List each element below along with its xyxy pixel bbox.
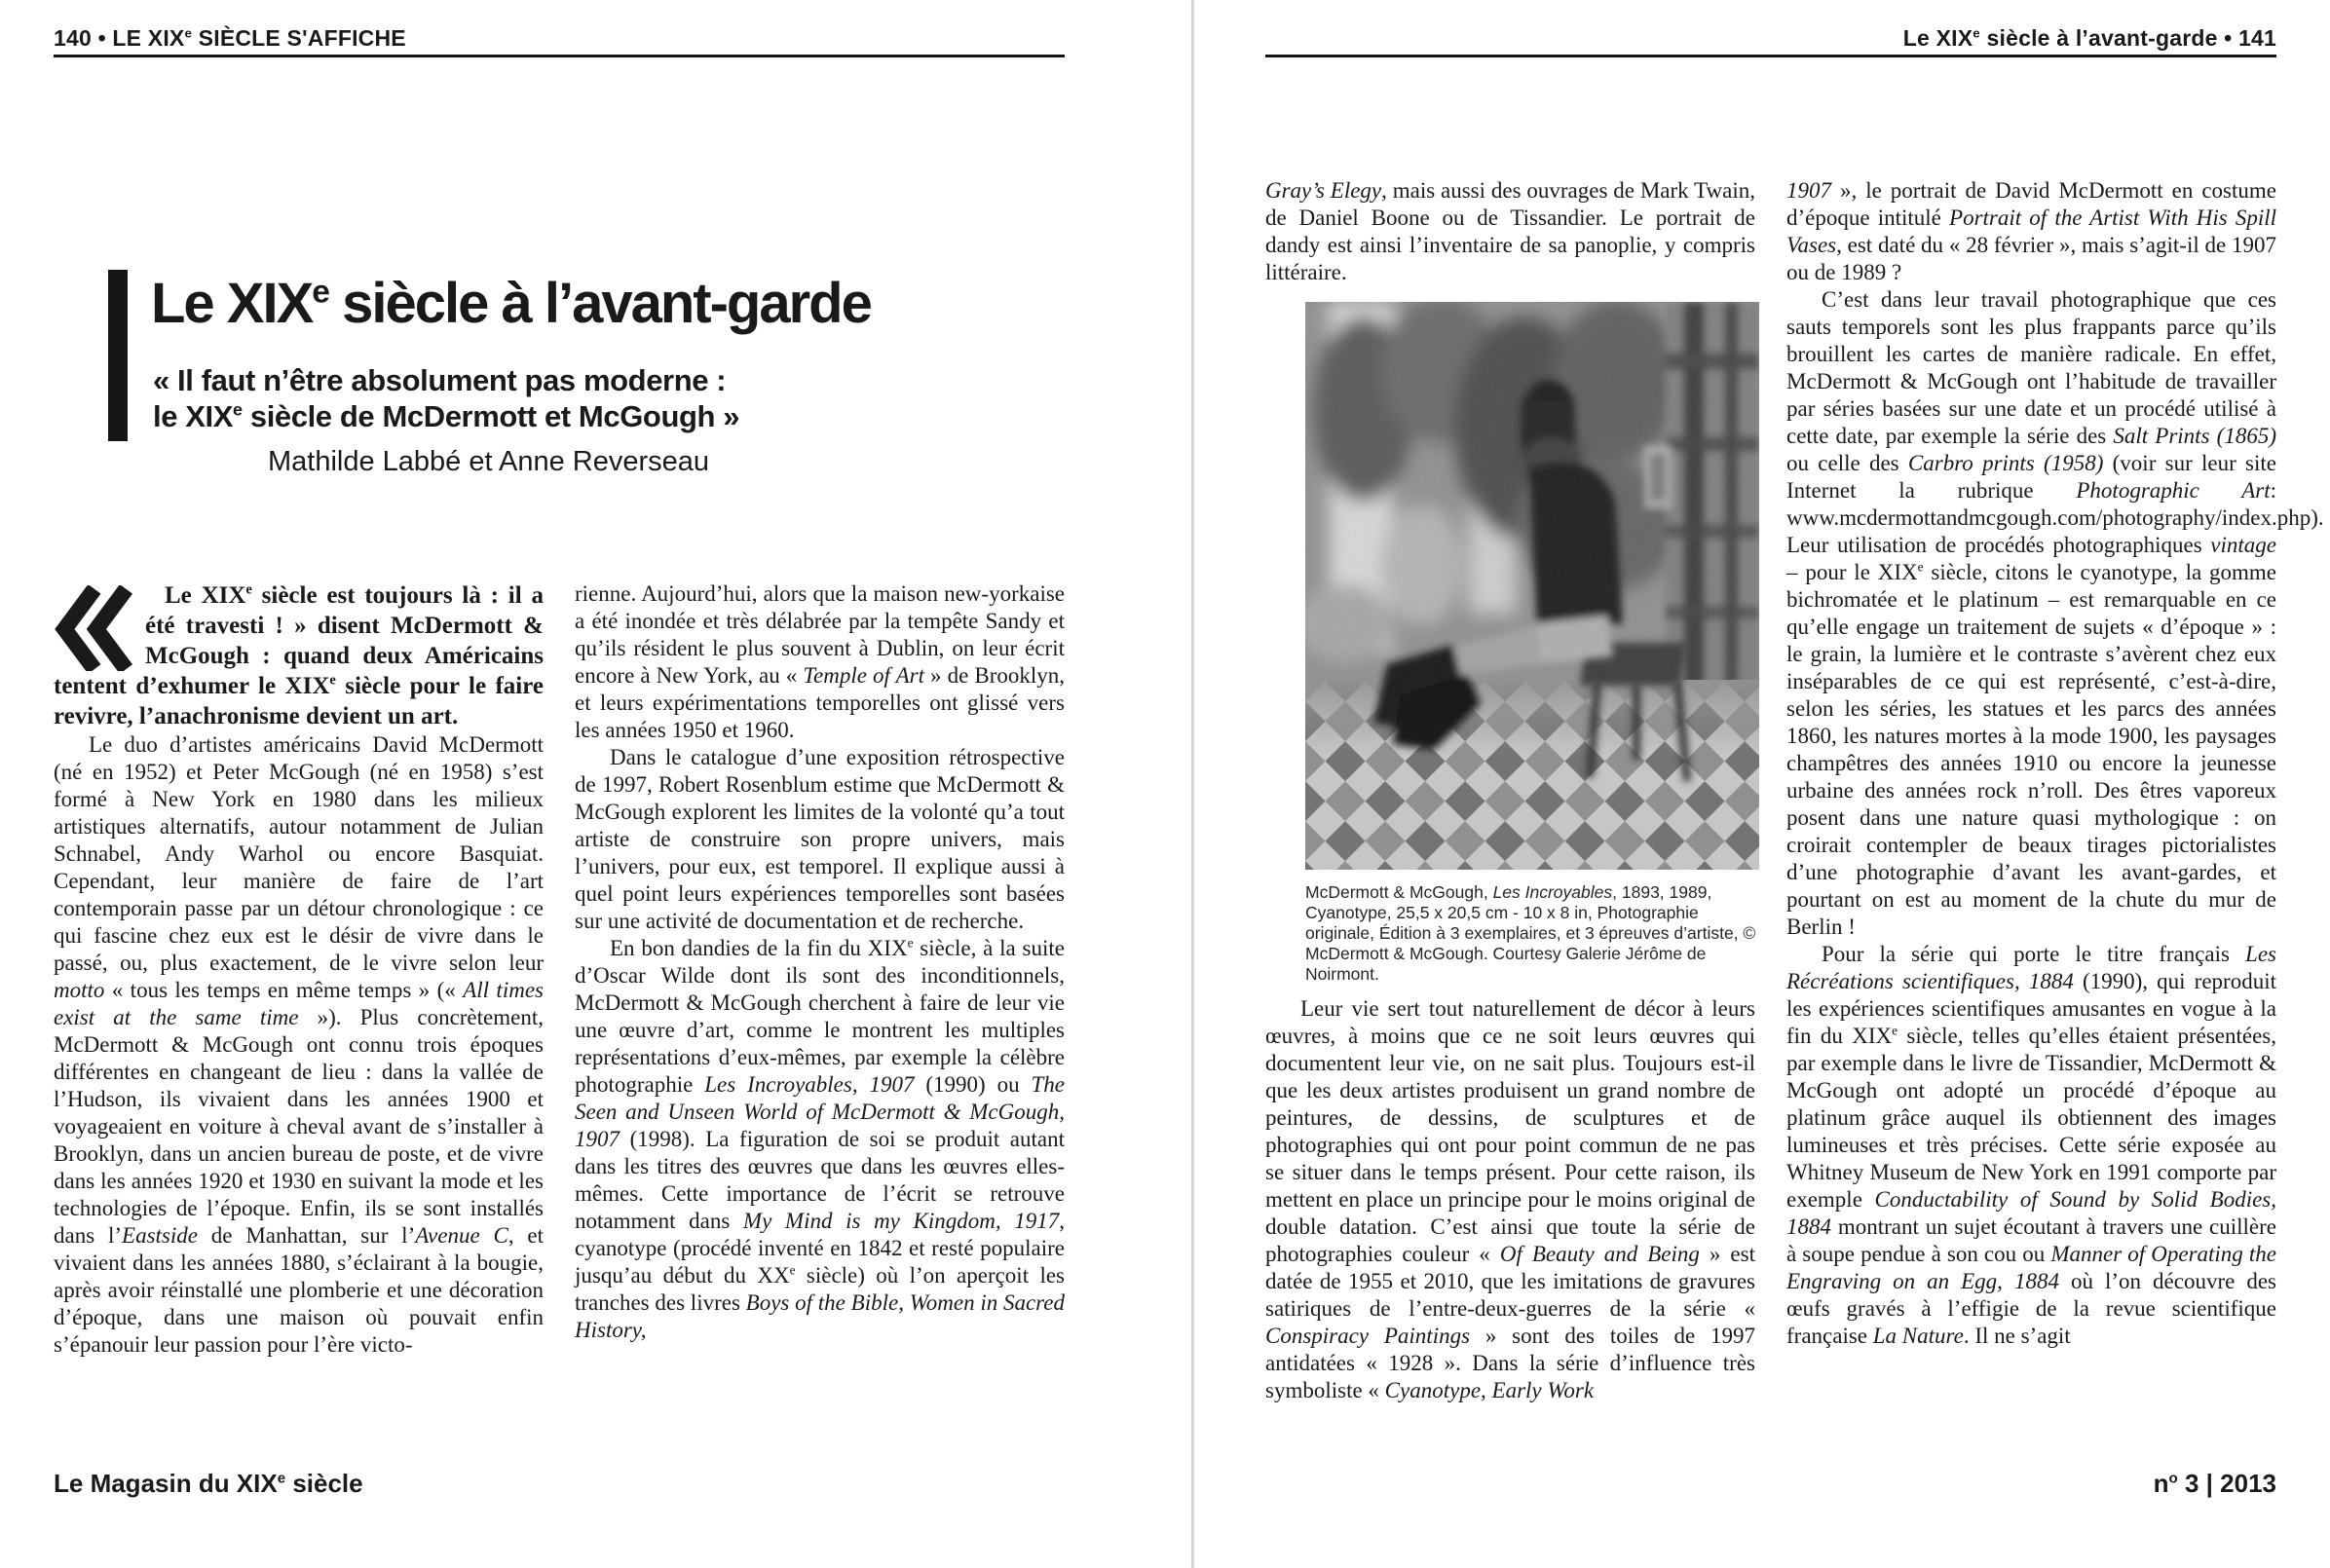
paragraph: En bon dandies de la fin du XIXe siècle, à la suite d’Oscar Wilde dont ils sont des inconditionnels, McDermott & McGough cherchent à faire de leur vie une œuvre d’art, comme le montrent les multiples représentations d’eux-mêmes, par exemple la célèbre photographie Les Incroyables, 1907 (1990) ou The Seen and Unseen World of McDermott & McGough, 1907 (1998). La figuration de soi se produit autant dans les titres des œuvres que dans les œuvres elles-mêmes. Cette importance de l’écrit se retrouve notamment dans My Mind is my Kingdom, 1917, cyanotype (procédé inventé en 1842 et resté populaire jusqu’au début du XXe siècle) où l’on aperçoit les tranches des livres Boys of the Bible, Women in Sacred History, (575, 935, 1065, 1342)
intro-paragraph (54, 580, 544, 731)
subtitle-line-1: « Il faut n’être absolument pas moderne : (153, 363, 727, 397)
paragraph: Gray’s Elegy, mais aussi des ouvrages de Mark Twain, de Daniel Boone ou de Tissandier. Le portrait de dandy est ainsi l’inventaire de sa panoplie, y compris littéraire. (1265, 178, 1755, 284)
page-gutter-divider (1191, 0, 1194, 1568)
title-accent-bar (108, 270, 128, 441)
left-page-column-1 (54, 580, 544, 1359)
article-photo (1305, 302, 1759, 870)
folio-header-right: Le XIXe siècle à l’avant-garde • 141 (1902, 25, 2276, 51)
issue-number-footer: $n^o$ 3 | 2013 (2153, 1469, 2276, 1498)
paragraph: C’est dans leur travail photographique que ces sauts temporels sont les plus frappants parce qu’ils brouillent les cartes de manière radicale. En effet, McDermott & McGough ont l’habitude de travailler par séries basées sur une date et un procédé utilisé à cette date, par exemple la série des Salt Prints (1865) ou celle des Carbro prints (1958) (voir sur leur site Internet la rubrique Photographic Art: www.mcdermottandmcgough.com/photography/index.php). Leur utilisation de procédés photographiques vintage – pour le XIXe siècle, citons le cyanotype, la gomme bichromatée et le platinum – est remarquable en ce qu’elle engage un traitement de sujets « d’époque » : le grain, la lumière et le contraste s’avèrent chez eux inséparables de ce qui est représenté, c’est-à-dire, selon les séries, les statues et les parcs des années 1860, les natures mortes à la mode 1900, les paysages champêtres des années 1910 ou encore la jeunesse urbaine des années rock n’roll. Des êtres vaporeux posent dans une nature quasi mythologique : on croirait contempler de beaux tirages pictorialistes d’une photographie d’avant les avant-gardes, et pourtant on est au moment de la chute du mur de Berlin ! (1786, 287, 2324, 939)
paragraph: Le duo d’artistes américains David McDermott (né en 1952) et Peter McGough (né en 1958) s’est formé à New York en 1980 dans les milieux artistiques alternatifs, autour notamment de Julian Schnabel, Andy Warhol ou encore Basquiat. Cependant, leur manière de faire de l’art contemporain passe par un détour chronologique : ce qui fascine chez eux est le désir de vivre dans le passé, ou, plus exactement, de le vivre selon leur motto « tous les temps en même temps » (« All times exist at the same time »). Plus concrètement, McDermott & McGough ont connu trois époques différentes en changeant de lieu : dans la vallée de l’Hudson, ils vivaient dans les années 1900 et voyageaient en voiture à cheval avant de s’installer à Brooklyn, dans un ancien bureau de poste, et de vivre dans les années 1920 et 1930 en suivant la mode et les technologies de l’époque. Enfin, ils se sont installés dans l’Eastside de Manhattan, sur l’Avenue C, et vivaient dans les années 1880, s’éclairant à la bougie, après avoir réinstallé une plomberie et une décoration d’époque, dans une maison où pouvait enfin s’épanouir leur passion pour l’ère victo- (54, 732, 544, 1357)
intro-text: Le XIXe siècle est toujours là : il a été travesti ! » disent McDermott & McGough : quand deux Américains tentent d’exhumer le XIXe siècle pour le faire revivre, l’anachronisme devient un art. (54, 581, 544, 729)
article-title: Le XIXe siècle à l’avant-garde (151, 272, 871, 335)
paragraph: Dans le catalogue d’une exposition rétrospective de 1997, Robert Rosenblum estime que McDermott & McGough explorent les limites de la volonté qu’a tout artiste de construire son propre univers, mais l’univers, pour eux, est temporel. Il explique aussi à quel point leurs expériences temporelles sont basées sur une activité de documentation et de recherche. (575, 745, 1065, 933)
right-page-column-1-bottom (1265, 995, 1755, 1404)
paragraph: rienne. Aujourd’hui, alors que la maison new-yorkaise a été inondée et très délabrée par la tempête Sandy et qu’ils résident le plus souvent à Dublin, on leur écrit encore à New York, au « Temple of Art » de Brooklyn, et leurs expérimentations temporelles ont glissé vers les années 1950 et 1960. (575, 581, 1066, 742)
journal-title-footer: Le Magasin du XIXe siècle (54, 1469, 363, 1498)
header-rule-right (1265, 55, 2276, 57)
header-rule-left (54, 55, 1065, 57)
paragraph: 1907 », le portrait de David McDermott en costume d’époque intitulé Portrait of the Artist With His Spill Vases, est daté du « 28 février », mais s’agit-il de 1907 ou de 1989 ? (1786, 178, 2276, 284)
les-incroyables-photo-illustration (1305, 302, 1759, 870)
left-page-column-2 (575, 580, 1065, 1344)
paragraph: Leur vie sert tout naturellement de décor à leurs œuvres, à moins que ce ne soit leurs œuvres qui documentent leur vie, on ne sait plus. Toujours est-il que les deux artistes produisent un grand nombre de peintures, de dessins, de sculptures et de photographies qui ont pour point commun de ne pas se situer dans le temps présent. Pour cette raison, ils mettent en place un principe pour le moins original de double datation. C’est ainsi que toute la série de photographies couleur « Of Beauty and Being » est datée de 1955 et 2010, que les imitations de gravures satiriques de l’entre-deux-guerres de la série « Conspiracy Paintings » sont des toiles de 1997 antidatées « 1928 ». Dans la série d’influence très symboliste « Cyanotype, Early Work (1265, 996, 1755, 1402)
photo-caption: McDermott & McGough, Les Incroyables, 1893, 1989, Cyanotype, 25,5 x 20,5 cm - 10 x 8 in, Photographie originale, Édition à 3 exemplaires, et 3 épreuves d’artiste, © McDermott & McGough. Courtesy Galerie Jérôme de Noirmont. (1305, 882, 1756, 984)
column-text (54, 731, 544, 1359)
article-byline: Mathilde Labbé et Anne Reverseau (268, 446, 710, 477)
opening-guillemet-icon (54, 585, 133, 671)
paragraph: Pour la série qui porte le titre français Les Récréations scientifiques, 1884 (1990), qui reproduit les expériences scientifiques amusantes en vogue à la fin du XIXe siècle, telles qu’elles étaient présentées, par exemple dans le livre de Tissandier, McDermott & McGough ont adopté un procédé d’époque au platinum grâce auquel ils obtiennent des images lumineuses et très précises. Cette série exposée au Whitney Museum de New York en 1991 comporte par exemple Conductability of Sound by Solid Bodies, 1884 montrant un sujet écoutant à travers une cuillère à soupe pendue à son cou ou Manner of Operating the Engraving on an Egg, 1884 où l’on découvre des œufs gravés à l’effigie de la revue scientifique française La Nature. Il ne s’agit (1786, 942, 2276, 1348)
right-page-column-2 (1786, 177, 2324, 1350)
folio-header-left: 140 • LE XIXe SIÈCLE S'AFFICHE (54, 25, 406, 51)
subtitle-line-2: le XIXe siècle de McDermott et McGough » (153, 399, 740, 433)
right-page-column-1-top (1265, 177, 1755, 286)
article-subtitle (153, 362, 1030, 434)
